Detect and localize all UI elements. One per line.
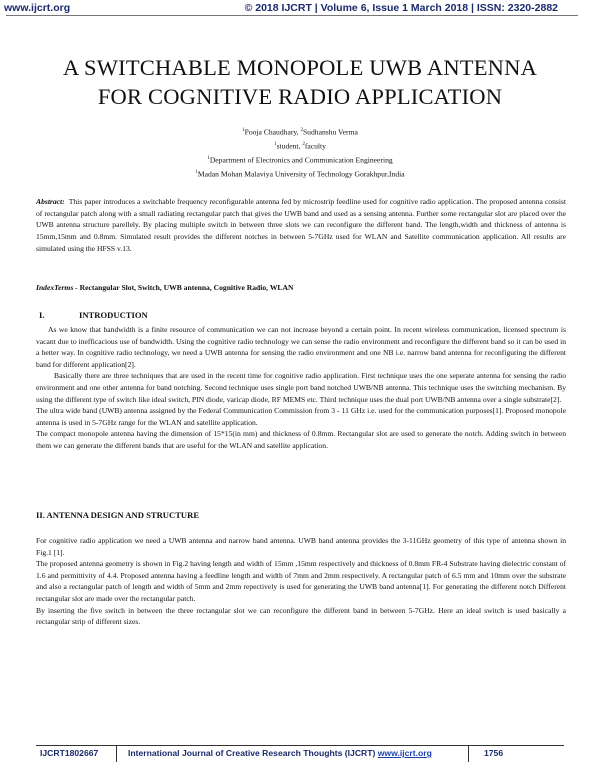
abstract bbox=[36, 196, 566, 255]
header-journal-info: © 2018 IJCRT | Volume 6, Issue 1 March 2018 | ISSN: 2320-2882 bbox=[244, 2, 558, 14]
footer-paper-id: IJCRT1802667 bbox=[40, 748, 99, 758]
author-name-1: Pooja Chaudhary, bbox=[244, 127, 301, 137]
author-role-2: faculty bbox=[304, 141, 326, 151]
section-1-body bbox=[36, 324, 566, 452]
title-line-2: FOR COGNITIVE RADIO APPLICATION bbox=[97, 84, 503, 109]
paragraph: Basically there are three techniques that are used in the recent time for cognitive radio application. First technique uses the one seperate antenna for sensing the radio environment and one other antenna for band notching. Second technique uses single port band notched UWB/NB antenna. This technique uses the switching mechanism. By using the different type of switch like ideal switch, PIN diode, varicap diode, RF MEMS etc. Third technique uses the dual port UWB/NB antenna over a single substrate[2]. bbox=[36, 371, 566, 404]
paragraph: As we know that bandwidth is a finite resource of communication we can not increase beyond a certain point. In recent wireless communication, licensed spectrum is vacant due to inefficacious use of bandwidth. Using the cognitive radio technology we can sense the radio environment and reconfigure the different band so it can be used in a better way. In cognitive radio technology, we need a UWB antenna for sensing the radio environment and one NB i.e. narrow band antenna for reconfiguring the different band for different application[2]. bbox=[36, 325, 566, 369]
author-department bbox=[20, 153, 580, 167]
paragraph: The ultra wide band (UWB) antenna assigned by the Federal Communication Commission from 3 - 11 GHz i.e. used for the communication purposes[1]. Proposed monopole antenna is used in 5-7GHz range for the WLAN and satellite application. bbox=[36, 406, 566, 427]
section-1-heading bbox=[39, 310, 148, 320]
department-text: Department of Electronics and Communication Engineering bbox=[209, 155, 393, 165]
footer-divider bbox=[116, 745, 117, 762]
section-2-heading: II. ANTENNA DESIGN AND STRUCTURE bbox=[36, 510, 200, 520]
page-header bbox=[0, 0, 600, 44]
author-sup: 1 bbox=[195, 170, 198, 176]
paragraph: By inserting the five switch in between the three rectangular slot we can reconfigure the different band in between 5-7GHz. Here an ideal switch is used basically a rectangular strip of different sizes. bbox=[36, 605, 566, 627]
index-terms-text: Rectangular Slot, Switch, UWB antenna, Cognitive Radio, WLAN bbox=[79, 283, 294, 292]
footer-journal bbox=[128, 748, 432, 758]
author-university bbox=[20, 167, 580, 181]
author-sup: 1 bbox=[242, 128, 245, 133]
author-sup: 1 bbox=[207, 156, 210, 162]
abstract-label: Abstract: bbox=[36, 197, 65, 206]
author-name-2: Sudhanshu Verma bbox=[302, 127, 358, 137]
section-2-body bbox=[36, 535, 566, 628]
header-website[interactable]: www.ijcrt.org bbox=[4, 2, 71, 14]
section-1-number: I. bbox=[39, 310, 45, 320]
university-text: Madan Mohan Malaviya University of Technology Gorakhpur,India bbox=[197, 169, 405, 179]
author-role-1: student, bbox=[276, 141, 303, 151]
author-sup: 1 bbox=[274, 142, 277, 148]
author-roles bbox=[20, 139, 580, 153]
author-names bbox=[20, 125, 580, 139]
author-block bbox=[20, 125, 580, 182]
index-terms-label: IndexTerms - bbox=[36, 283, 78, 292]
author-sup: 2 bbox=[302, 142, 305, 148]
section-1-title: INTRODUCTION bbox=[79, 310, 148, 320]
footer-page-number: 1756 bbox=[484, 748, 504, 758]
author-sup: 2 bbox=[300, 128, 303, 133]
paragraph: The proposed antenna geometry is shown in Fig.2 having length and width of 15mm ,15mm respectively and thickness of 0.8mm FR-4 Substrate having dielectric constant of 1.6 and permittivity of 4.4. Proposed antenna having a feedline length and width of 7mm and 2mm respectively. A rectangular patch of 6.5 mm and 10mm over the substrate and also a rectangular patch of length and width of 5mm and 2mm repectively is used for generating the UWB band antenna[1]. For generating the different notch Different rectangular slot are made over the rectangular patch. bbox=[36, 559, 566, 603]
paragraph: The compact monopole antenna having the dimension of 15*15(in mm) and thickness of 0.8mm. Rectangular slot are used to generate the notch. Adding switch in between them we can generate the different bands that are useful for the WLAN and satellite application. bbox=[36, 429, 566, 450]
abstract-text: This paper introduces a switchable frequency reconfigurable antenna fed by microstrip feedline used for cognitive radio application. The proposed antenna consist of rectangular patch along with a small radiating rectangular patch that gives the UWB band and used as a sensing antenna. Further some rectangular slot are placed over the UWB antenna structure parellely. By placing multiple switch in between three slots we can reconfigure the different band. The length,width and thickness of antenna is 15mm,15mm and 0.8mm. Simulated result provides the different notches in between 5-7GHz used for WLAN and Satellite communication application. All results are simulated using the HFSS v.13. bbox=[36, 197, 566, 253]
footer-divider bbox=[468, 745, 469, 762]
page-footer bbox=[36, 748, 564, 762]
paragraph: For cognitive radio application we need a UWB antenna and narrow band antenna. UWB band antenna provides the 3-11GHz geometry of this type of antenna shown in Fig.1 [1]. bbox=[36, 536, 566, 557]
title-line-1: A SWITCHABLE MONOPOLE UWB ANTENNA bbox=[62, 55, 538, 80]
footer-website-link[interactable]: www.ijcrt.org bbox=[377, 748, 432, 758]
footer-journal-name: International Journal of Creative Research Thoughts (IJCRT) bbox=[128, 748, 378, 758]
paper-title bbox=[20, 53, 580, 111]
header-rule bbox=[6, 15, 578, 16]
index-terms bbox=[36, 283, 566, 292]
